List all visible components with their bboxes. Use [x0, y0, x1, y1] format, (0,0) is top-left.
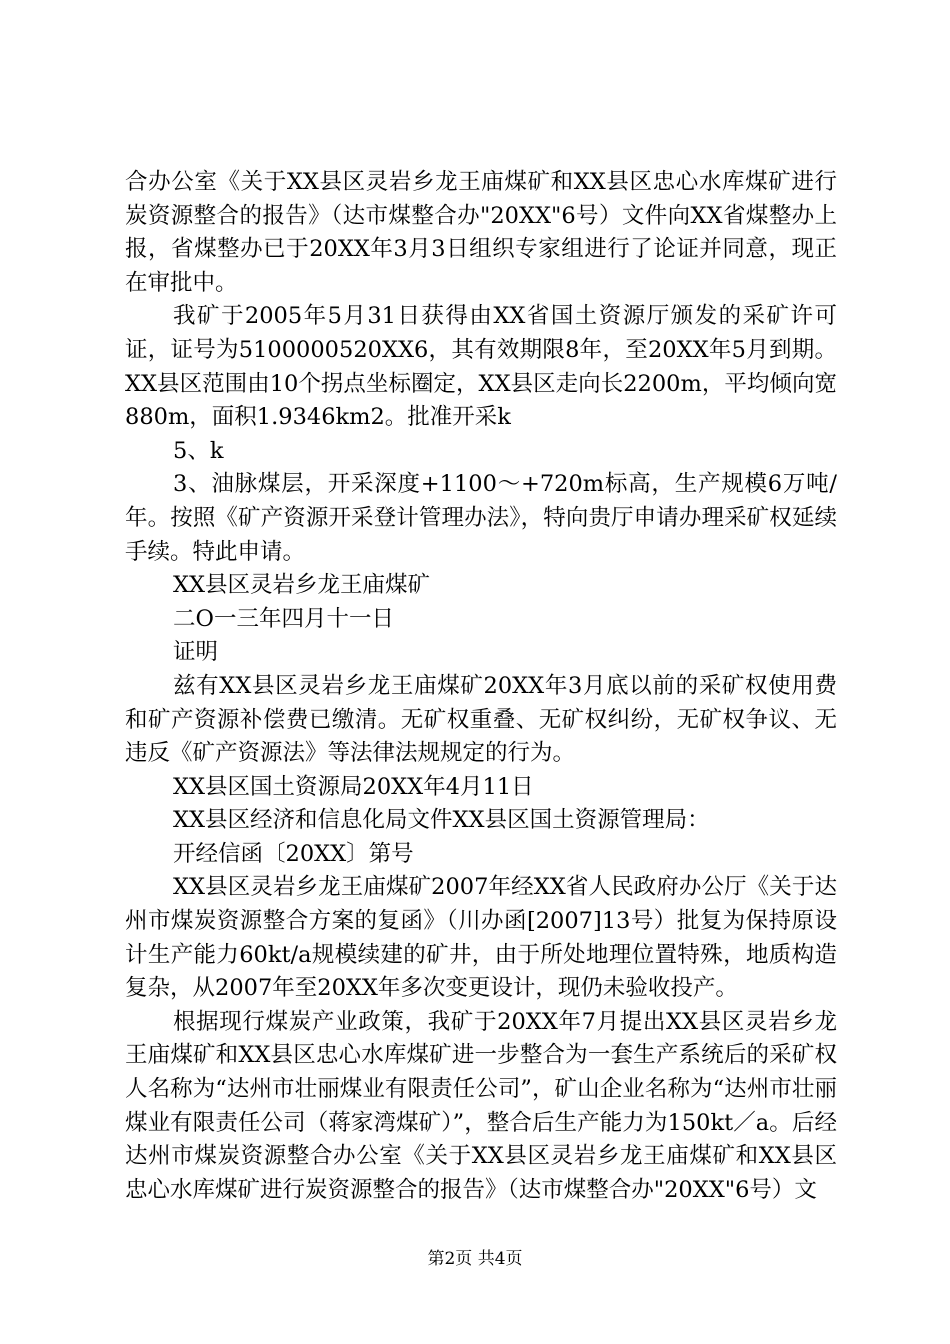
applicant-signature-line: XX县区灵岩乡龙王庙煤矿	[173, 572, 431, 599]
page-number-footer: 第2页 共4页	[427, 1249, 523, 1269]
paragraph-3: 5、k	[173, 437, 224, 464]
document-body	[125, 166, 837, 1207]
certificate-heading: 证明	[173, 639, 219, 666]
certificate-signature-line: XX县区国土资源局20XX年4月11日	[173, 773, 534, 800]
paragraph-4: 3、油脉煤层，开采深度+1100～+720m标高，生产规模6万吨/年。按照《矿产资源开采登计管理办法》，特向贵厅申请办理采矿权延续手续。特此申请。	[125, 471, 837, 565]
application-date-line: 二O一三年四月十一日	[173, 605, 394, 632]
issuing-office-line: XX县区经济和信息化局文件XX县区国土资源管理局：	[173, 807, 710, 834]
certificate-body: 兹有XX县区灵岩乡龙王庙煤矿20XX年3月底以前的采矿权使用费和矿产资源补偿费已缴清。无矿权重叠、无矿权纠纷，无矿权争议、无违反《矿产资源法》等法律法规规定的行为。	[125, 672, 837, 767]
paragraph-13: 根据现行煤炭产业政策，我矿于20XX年7月提出XX县区灵岩乡龙王庙煤矿和XX县区忠心水库煤矿进一步整合为一套生产系统后的采矿权人名称为“达州市壮丽煤业有限责任公司”，矿山企业名称为“达州市壮丽煤业有限责任公司（蒋家湾煤矿）”，整合后生产能力为150kt／a。后经达州市煤炭资源整合办公室《关于XX县区灵岩乡龙王庙煤矿和XX县区忠心水库煤矿进行炭资源整合的报告》（达市煤整合办"20XX"6号）文	[125, 1008, 837, 1203]
paragraph-1: 合办公室《关于XX县区灵岩乡龙王庙煤矿和XX县区忠心水库煤矿进行炭资源整合的报告》（达市煤整合办"20XX"6号）文件向XX省煤整办上报，省煤整办已于20XX年3月3日组织专家组进行了论证并同意，现正在审批中。	[125, 169, 837, 296]
document-number-line: 开经信函〔20XX〕第号	[173, 840, 414, 867]
paragraph-2: 我矿于2005年5月31日获得由XX省国土资源厅颁发的采矿许可证，证号为5100000520XX6，其有效期限8年，至20XX年5月到期。XX县区范围由10个拐点坐标圈定，XX县区走向长2200m，平均倾向宽880m，面积1.9346km2。批准开采k	[125, 303, 837, 431]
paragraph-12: XX县区灵岩乡龙王庙煤矿2007年经XX省人民政府办公厅《关于达州市煤炭资源整合方案的复函》（川办函[2007]13号）批复为保持原设计生产能力60kt/a规模续建的矿井，由于所处地理位置特殊，地质构造复杂，从2007年至20XX年多次变更设计，现仍未验收投产。	[125, 874, 837, 1002]
